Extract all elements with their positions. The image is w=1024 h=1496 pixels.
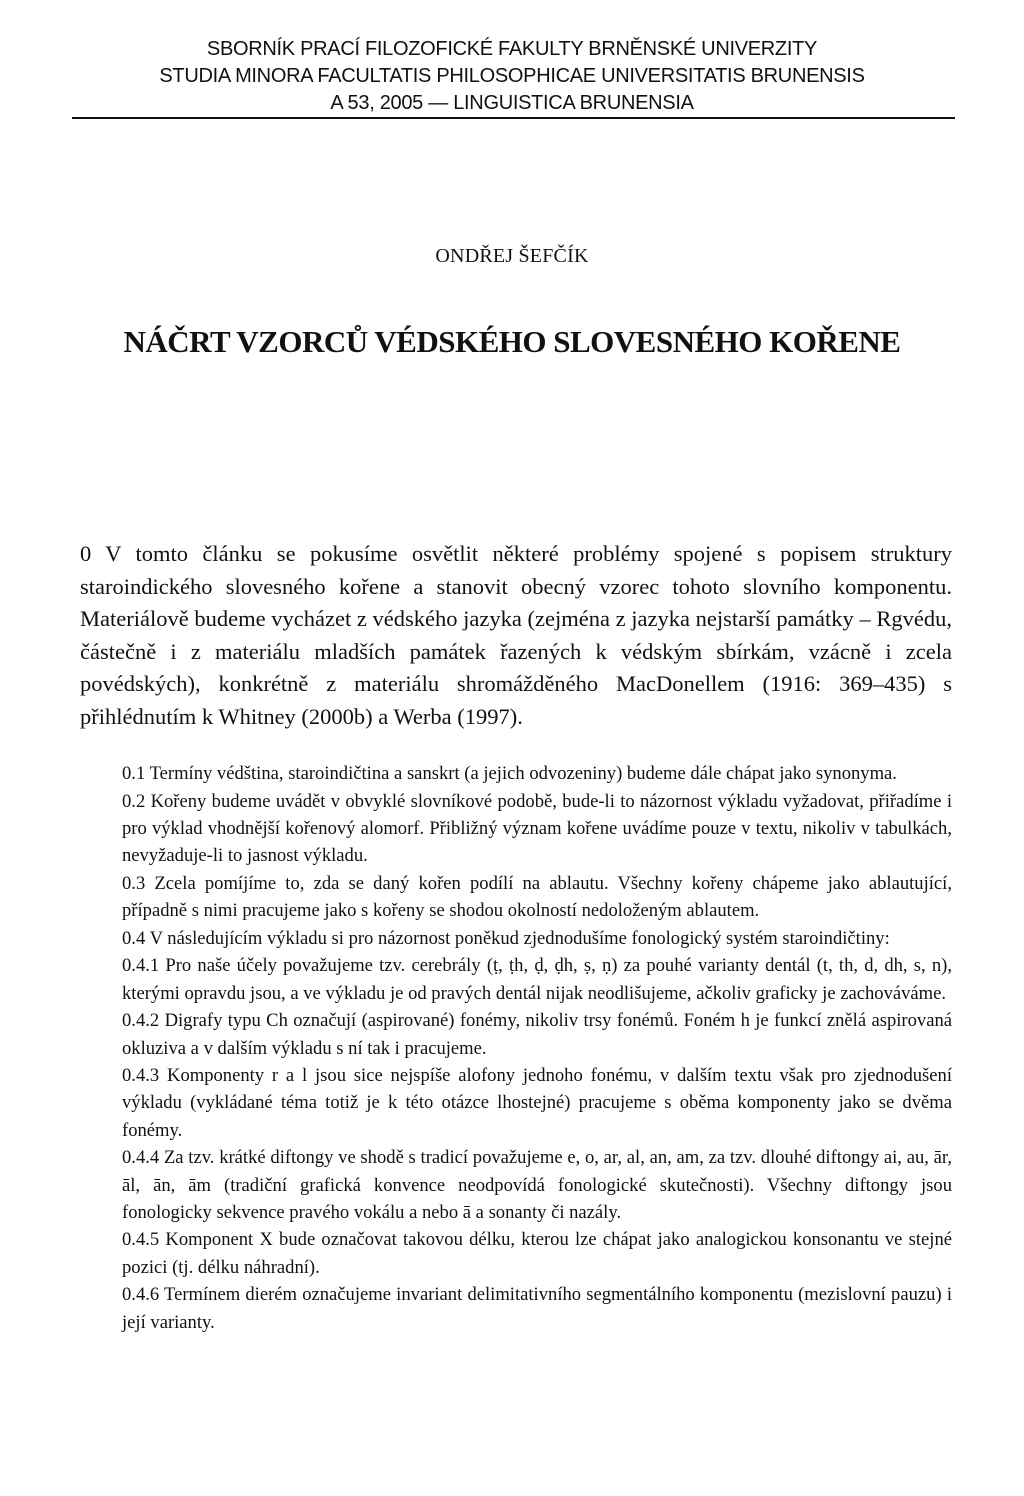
article-author: ONDŘEJ ŠEFČÍK <box>435 245 589 267</box>
note-number: 0.4.3 <box>122 1065 160 1087</box>
note-number: 0.3 <box>122 872 146 894</box>
article-title: NÁČRT VZORCŮ VÉDSKÉHO SLOVESNÉHO KOŘENE <box>123 324 901 359</box>
note-text: Komponenty r a l jsou sice nejspíše alofony jednoho fonému, v dalším textu však pro zjednodušení výkladu (vykládané téma totiž je k této otázce lhostejné) pracujeme s oběma komponenty jako se dvěma fonémy. <box>122 1065 952 1141</box>
note-number: 0.1 <box>122 763 146 784</box>
note-text: Zcela pomíjíme to, zda se daný kořen podílí na ablautu. Všechny kořeny chápeme jako ablautující, případně s nimi pracujeme jako s kořeny se shodou okolností nedoloženým ablautem. <box>122 872 953 922</box>
intro-paragraph: 0 V tomto článku se pokusíme osvětlit některé problémy spojené s popisem struktury staroindického slovesného kořene a stanovit obecný vzorec tohoto slovního komponentu. Materiálově budeme vycházet z védského jazyka (zejména z jazyka nejstarší památky – Rgvédu, částečně i z materiálu mladších památek řazených k védským sbírkám, vzácně i zcela povédských), konkrétně z materiálu shromážděného MacDonellem (1916: 369–435) s přihlédnutím k Whitney (2000b) a Werba (1997). <box>80 541 952 729</box>
note-number: 0.2 <box>122 790 146 812</box>
note-0-2 <box>122 788 952 870</box>
journal-header <box>0 36 1024 117</box>
header-rule <box>72 117 955 119</box>
note-text: Kořeny budeme uvádět v obvyklé slovníkové podobě, bude-li to názornost výkladu vyžadovat, přiřadíme i pro výklad vhodnější kořenový alomorf. Přibližný význam kořene uvádíme pouze v textu, nikoliv v tabulkách, nevyžaduje-li to jasnost výkladu. <box>122 790 952 867</box>
journal-latin-series-line: STUDIA MINORA FACULTATIS PHILOSOPHICAE UNIVERSITATIS BRUNENSIS <box>159 65 865 87</box>
note-number: 0.4.6 <box>122 1284 160 1306</box>
journal-series-line: SBORNÍK PRACÍ FILOZOFICKÉ FAKULTY BRNĚNSKÉ UNIVERZITY <box>206 38 818 60</box>
note-text: Komponent X bude označovat takovou délku, kterou lze chápat jako analogickou konsonantu ve stejné pozici (tj. délku náhradní). <box>122 1229 952 1278</box>
note-number: 0.4.5 <box>122 1229 160 1251</box>
note-number: 0.4.4 <box>122 1147 160 1169</box>
note-number: 0.4.2 <box>122 1010 160 1032</box>
note-text: Pro naše účely považujeme tzv. cerebrály (ṭ, ṭh, ḍ, ḍh, ṣ, ṇ) za pouhé varianty dentál (t, th, d, dh, s, n), kterými opravdu jsou, a ve výkladu je od pravých dentál nijak neodlišujeme, ačkoliv graficky je zachováváme. <box>122 955 952 1004</box>
note-0-1 <box>122 760 952 787</box>
journal-volume-line: A 53, 2005 — LINGUISTICA BRUNENSIA <box>330 92 694 114</box>
note-text: Digrafy typu Ch označují (aspirované) fonémy, nikoliv trsy fonémů. Foném h je funkcí znělá aspirovaná okluziva a v dalším výkladu s ní tak i pracujeme. <box>122 1010 953 1059</box>
note-0-4-3 <box>122 1062 952 1144</box>
note-text: V následujícím výkladu si pro názornost poněkud zjednodušíme fonologický systém staroindičtiny: <box>149 927 890 949</box>
note-text: Termínem dierém označujeme invariant delimitativního segmentálního komponentu (mezislovní pauzu) i její varianty. <box>122 1284 952 1333</box>
note-0-4-1 <box>122 952 952 1006</box>
note-0-4-4 <box>122 1144 952 1226</box>
numbered-notes <box>122 760 952 1336</box>
note-0-4 <box>122 925 952 952</box>
note-text: Termíny védština, staroindičtina a sanskrt (a jejich odvozeniny) budeme dále chápat jako synonyma. <box>149 763 897 784</box>
note-0-4-6 <box>122 1281 952 1335</box>
note-0-4-5 <box>122 1226 952 1280</box>
note-0-4-2 <box>122 1007 952 1061</box>
note-0-3 <box>122 870 952 924</box>
note-number: 0.4 <box>122 927 146 949</box>
note-text: Za tzv. krátké diftongy ve shodě s tradicí považujeme e, o, ar, al, an, am, za tzv. dlouhé diftongy ai, au, ār, āl, ān, ām (tradiční grafická konvence neodpovídá fonologické skutečnosti). Všechny diftongy jsou fonologicky sekvence pravého vokálu a nebo ā a sonanty či nazály. <box>122 1147 952 1223</box>
note-number: 0.4.1 <box>122 955 160 977</box>
